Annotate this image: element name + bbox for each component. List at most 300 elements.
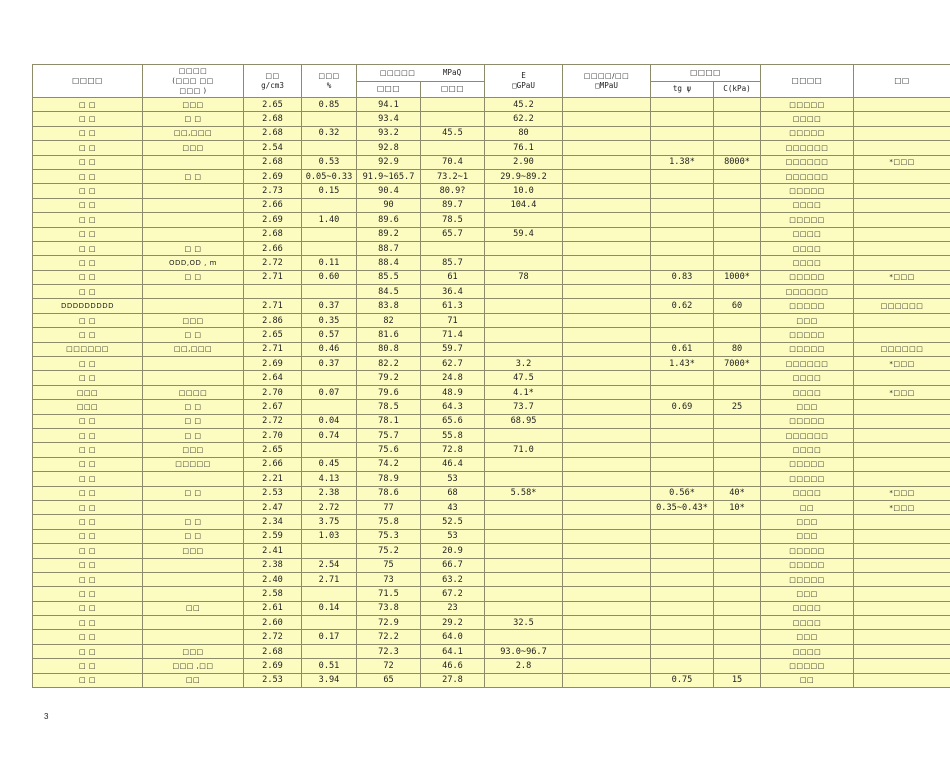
- table-cell: 64.1: [421, 644, 485, 658]
- table-cell: 29.9~89.2: [485, 169, 563, 183]
- table-cell: [651, 126, 714, 140]
- table-row: [33, 616, 950, 630]
- table-row: [33, 428, 950, 442]
- table-cell: [714, 587, 761, 601]
- header-source: □□□□: [761, 65, 854, 98]
- table-cell: □ □: [33, 472, 143, 486]
- table-row: [33, 169, 950, 183]
- table-cell: [563, 572, 651, 586]
- table-cell: [143, 213, 244, 227]
- table-cell: □□□□□: [761, 414, 854, 428]
- table-cell: 65.7: [421, 227, 485, 241]
- table-cell: □□□□□: [761, 184, 854, 198]
- table-cell: [714, 428, 761, 442]
- table-cell: 84.5: [357, 285, 421, 299]
- table-cell: [854, 141, 950, 155]
- table-cell: [563, 313, 651, 327]
- table-cell: [714, 328, 761, 342]
- table-cell: [563, 500, 651, 514]
- table-cell: 75.2: [357, 544, 421, 558]
- table-row: [33, 112, 950, 126]
- table-cell: [563, 587, 651, 601]
- header-ucs-unit: MPaQ: [442, 67, 462, 77]
- table-cell: [143, 198, 244, 212]
- table-cell: 93.2: [357, 126, 421, 140]
- table-cell: □□: [143, 601, 244, 615]
- table-cell: [485, 601, 563, 615]
- table-cell: [854, 601, 950, 615]
- table-cell: [854, 313, 950, 327]
- table-cell: [421, 112, 485, 126]
- table-cell: □ □: [33, 285, 143, 299]
- table-cell: □ □: [143, 400, 244, 414]
- table-cell: 90.4: [357, 184, 421, 198]
- table-cell: 47.5: [485, 371, 563, 385]
- table-cell: 10.0: [485, 184, 563, 198]
- table-cell: □ □: [33, 630, 143, 644]
- table-cell: [485, 328, 563, 342]
- table-cell: [651, 313, 714, 327]
- table-cell: 45.5: [421, 126, 485, 140]
- table-cell: 2.61: [244, 601, 302, 615]
- table-cell: *□□□: [854, 155, 950, 169]
- table-cell: 78: [485, 270, 563, 284]
- table-cell: □□□□□: [761, 572, 854, 586]
- table-cell: [714, 385, 761, 399]
- table-cell: □ □: [143, 515, 244, 529]
- table-cell: [563, 486, 651, 500]
- table-cell: [563, 558, 651, 572]
- table-cell: 0.53: [302, 155, 357, 169]
- table-cell: [563, 155, 651, 169]
- table-cell: □ □: [33, 428, 143, 442]
- table-row: [33, 213, 950, 227]
- table-cell: [302, 112, 357, 126]
- table-cell: 53: [421, 472, 485, 486]
- table-cell: [485, 256, 563, 270]
- table-row: [33, 558, 950, 572]
- table-row: [33, 342, 950, 356]
- table-cell: [143, 572, 244, 586]
- table-cell: [714, 184, 761, 198]
- table-cell: 93.4: [357, 112, 421, 126]
- page-number: 3: [44, 712, 49, 721]
- table-cell: 2.86: [244, 313, 302, 327]
- table-cell: □ □: [33, 486, 143, 500]
- table-cell: 29.2: [421, 616, 485, 630]
- table-cell: 2.66: [244, 457, 302, 471]
- header-ucs-label: □□□□□: [379, 68, 416, 77]
- table-cell: 80: [714, 342, 761, 356]
- table-cell: [421, 141, 485, 155]
- table-cell: 0.35: [302, 313, 357, 327]
- table-cell: □□,□□□: [143, 342, 244, 356]
- table-cell: 73.8: [357, 601, 421, 615]
- table-cell: 55.8: [421, 428, 485, 442]
- table-cell: [563, 601, 651, 615]
- table-cell: [143, 299, 244, 313]
- table-cell: 46.4: [421, 457, 485, 471]
- table-cell: [143, 371, 244, 385]
- table-cell: □ □: [143, 486, 244, 500]
- table-row: [33, 673, 950, 687]
- table-cell: 71.0: [485, 443, 563, 457]
- table-cell: [714, 112, 761, 126]
- table-row: [33, 299, 950, 313]
- table-cell: 1.43*: [651, 357, 714, 371]
- table-cell: 80.8: [357, 342, 421, 356]
- table-cell: □□□: [143, 644, 244, 658]
- header-category-mid: (□□□ □□: [172, 77, 214, 85]
- table-cell: □□□□□: [761, 342, 854, 356]
- table-cell: 73.7: [485, 400, 563, 414]
- table-cell: *□□□: [854, 486, 950, 500]
- table-cell: [485, 515, 563, 529]
- table-cell: 92.9: [357, 155, 421, 169]
- table-row: [33, 443, 950, 457]
- table-cell: [651, 529, 714, 543]
- table-cell: [854, 443, 950, 457]
- header-shear-sub1: tg ψ: [651, 81, 714, 98]
- table-cell: 0.05~0.33: [302, 169, 357, 183]
- table-cell: [563, 472, 651, 486]
- table-cell: 82.2: [357, 357, 421, 371]
- table-cell: □□□□: [761, 601, 854, 615]
- table-cell: [563, 616, 651, 630]
- table-cell: □ □: [33, 313, 143, 327]
- table-cell: 88.4: [357, 256, 421, 270]
- table-cell: [563, 371, 651, 385]
- table-cell: □□□: [761, 515, 854, 529]
- table-cell: 2.38: [244, 558, 302, 572]
- table-cell: [651, 141, 714, 155]
- table-cell: □□□□□: [761, 472, 854, 486]
- table-cell: 4.1*: [485, 385, 563, 399]
- table-cell: [651, 601, 714, 615]
- table-cell: [854, 414, 950, 428]
- table-cell: 2.8: [485, 659, 563, 673]
- table-cell: 77: [357, 500, 421, 514]
- table-cell: 0.46: [302, 342, 357, 356]
- table-cell: [563, 256, 651, 270]
- header-density-label: □□: [265, 72, 280, 80]
- table-cell: □□□□: [761, 644, 854, 658]
- table-cell: [485, 500, 563, 514]
- table-cell: [485, 299, 563, 313]
- table-cell: 2.68: [244, 155, 302, 169]
- table-cell: 2.47: [244, 500, 302, 514]
- table-cell: [563, 328, 651, 342]
- table-cell: 2.40: [244, 572, 302, 586]
- table-cell: 2.67: [244, 400, 302, 414]
- table-cell: [485, 529, 563, 543]
- table-cell: *□□□: [854, 357, 950, 371]
- table-cell: 83.8: [357, 299, 421, 313]
- table-cell: □ □: [33, 227, 143, 241]
- table-cell: [714, 141, 761, 155]
- table-cell: [485, 342, 563, 356]
- table-cell: 2.68: [244, 227, 302, 241]
- table-cell: 61.3: [421, 299, 485, 313]
- table-cell: 73.2~1: [421, 169, 485, 183]
- table-cell: □ □: [143, 529, 244, 543]
- table-cell: [563, 428, 651, 442]
- table-cell: 1.40: [302, 213, 357, 227]
- table-cell: [714, 457, 761, 471]
- table-cell: [651, 112, 714, 126]
- table-cell: □□□□□□: [854, 299, 950, 313]
- table-cell: [143, 630, 244, 644]
- table-cell: [854, 400, 950, 414]
- table-cell: [854, 529, 950, 543]
- table-cell: ODD,OD , m: [143, 256, 244, 270]
- table-cell: [651, 616, 714, 630]
- table-cell: [563, 357, 651, 371]
- table-cell: [143, 285, 244, 299]
- table-cell: 2.58: [244, 587, 302, 601]
- table-cell: [302, 227, 357, 241]
- table-cell: [651, 241, 714, 255]
- table-cell: [854, 659, 950, 673]
- table-cell: □□□□□□: [761, 285, 854, 299]
- table-cell: [302, 371, 357, 385]
- header-note: □□: [854, 65, 950, 98]
- table-cell: [854, 644, 950, 658]
- table-cell: [485, 285, 563, 299]
- table-cell: 89.6: [357, 213, 421, 227]
- table-cell: □□,□□□: [143, 126, 244, 140]
- table-cell: [714, 371, 761, 385]
- table-cell: 85.5: [357, 270, 421, 284]
- table-cell: 0.61: [651, 342, 714, 356]
- table-cell: [714, 659, 761, 673]
- table-cell: [485, 213, 563, 227]
- table-row: [33, 529, 950, 543]
- table-cell: □□□□□: [761, 98, 854, 112]
- table-cell: [854, 630, 950, 644]
- table-cell: □□□: [761, 529, 854, 543]
- table-cell: 72.2: [357, 630, 421, 644]
- table-row: [33, 256, 950, 270]
- table-cell: 25: [714, 400, 761, 414]
- table-cell: [854, 112, 950, 126]
- table-row: [33, 385, 950, 399]
- table-cell: 72: [357, 659, 421, 673]
- table-cell: [485, 428, 563, 442]
- table-cell: [651, 558, 714, 572]
- table-cell: 2.53: [244, 673, 302, 687]
- table-cell: DDDDDDDDD: [33, 299, 143, 313]
- header-density: [244, 65, 302, 98]
- table-cell: [714, 443, 761, 457]
- table-cell: 0.15: [302, 184, 357, 198]
- table-cell: 0.45: [302, 457, 357, 471]
- table-cell: 2.72: [244, 630, 302, 644]
- table-cell: 7000*: [714, 357, 761, 371]
- table-cell: 74.2: [357, 457, 421, 471]
- table-cell: 0.51: [302, 659, 357, 673]
- table-cell: [563, 241, 651, 255]
- table-cell: 0.60: [302, 270, 357, 284]
- table-cell: [563, 198, 651, 212]
- table-cell: [854, 457, 950, 471]
- table-cell: [143, 357, 244, 371]
- header-category-top: □□□□: [178, 67, 208, 75]
- table-cell: [563, 213, 651, 227]
- table-row: [33, 285, 950, 299]
- table-cell: 2.68: [244, 126, 302, 140]
- table-cell: [563, 299, 651, 313]
- table-cell: [563, 342, 651, 356]
- table-cell: □□□□□: [761, 270, 854, 284]
- table-cell: [302, 616, 357, 630]
- table-cell: □□□□□: [761, 457, 854, 471]
- table-cell: □ □: [33, 371, 143, 385]
- table-cell: 2.71: [302, 572, 357, 586]
- table-cell: □□□: [143, 313, 244, 327]
- table-cell: [302, 544, 357, 558]
- header-porosity-unit: %: [326, 81, 332, 90]
- table-cell: □□□□□: [761, 544, 854, 558]
- table-row: [33, 98, 950, 112]
- table-cell: [854, 616, 950, 630]
- table-cell: [421, 241, 485, 255]
- table-cell: 24.8: [421, 371, 485, 385]
- table-cell: □ □: [143, 414, 244, 428]
- table-cell: □□□: [143, 98, 244, 112]
- table-cell: 64.0: [421, 630, 485, 644]
- table-cell: [563, 98, 651, 112]
- table-cell: 78.5: [357, 400, 421, 414]
- table-cell: 72.9: [357, 616, 421, 630]
- table-cell: 27.8: [421, 673, 485, 687]
- table-cell: [651, 285, 714, 299]
- header-tensile-unit: □MPaU: [595, 81, 618, 90]
- table-cell: [143, 500, 244, 514]
- table-cell: [563, 184, 651, 198]
- table-row: [33, 659, 950, 673]
- table-cell: 91.9~165.7: [357, 169, 421, 183]
- table-cell: [714, 241, 761, 255]
- table-header: [33, 65, 950, 98]
- table-cell: 71.4: [421, 328, 485, 342]
- table-cell: □□□□□: [761, 299, 854, 313]
- table-cell: □□□□: [143, 385, 244, 399]
- table-cell: 2.69: [244, 659, 302, 673]
- header-shear: □□□□: [651, 65, 761, 82]
- table-cell: 78.6: [357, 486, 421, 500]
- table-cell: 48.9: [421, 385, 485, 399]
- table-cell: [563, 673, 651, 687]
- table-cell: *□□□: [854, 385, 950, 399]
- table-cell: □ □: [143, 428, 244, 442]
- table-row: [33, 472, 950, 486]
- table-cell: [563, 141, 651, 155]
- table-cell: 0.32: [302, 126, 357, 140]
- table-cell: 70.4: [421, 155, 485, 169]
- table-cell: 1000*: [714, 270, 761, 284]
- table-cell: [651, 659, 714, 673]
- table-cell: [714, 515, 761, 529]
- table-cell: □□□: [143, 141, 244, 155]
- table-cell: □ □: [143, 270, 244, 284]
- rock-properties-table: [32, 64, 950, 688]
- table-cell: [854, 198, 950, 212]
- table-cell: 2.65: [244, 443, 302, 457]
- table-cell: *□□□: [854, 270, 950, 284]
- table-cell: [651, 169, 714, 183]
- table-cell: □□□□: [761, 256, 854, 270]
- table-cell: [143, 472, 244, 486]
- table-cell: □□□□: [761, 385, 854, 399]
- table-cell: [485, 544, 563, 558]
- table-cell: [563, 544, 651, 558]
- table-cell: 2.69: [244, 169, 302, 183]
- table-cell: 2.73: [244, 184, 302, 198]
- table-row: [33, 644, 950, 658]
- table-cell: 89.2: [357, 227, 421, 241]
- table-cell: [563, 126, 651, 140]
- table-row: [33, 184, 950, 198]
- header-ucs: [357, 65, 485, 82]
- header-category-bot: □□□ ): [179, 87, 207, 95]
- table-cell: □ □: [33, 270, 143, 284]
- table-cell: [651, 371, 714, 385]
- table-cell: [485, 587, 563, 601]
- table-cell: [563, 400, 651, 414]
- table-cell: 73: [357, 572, 421, 586]
- table-row: [33, 270, 950, 284]
- table-cell: 2.69: [244, 357, 302, 371]
- table-cell: 64.3: [421, 400, 485, 414]
- table-cell: 36.4: [421, 285, 485, 299]
- table-cell: □□□□: [761, 616, 854, 630]
- table-cell: [563, 270, 651, 284]
- table-cell: 45.2: [485, 98, 563, 112]
- table-cell: [302, 443, 357, 457]
- table-cell: 60: [714, 299, 761, 313]
- table-cell: 32.5: [485, 616, 563, 630]
- table-body: [33, 98, 950, 688]
- table-cell: □□□□: [761, 112, 854, 126]
- table-cell: [563, 169, 651, 183]
- table-cell: □ □: [33, 644, 143, 658]
- table-cell: □ □: [143, 112, 244, 126]
- table-cell: [854, 184, 950, 198]
- table-cell: □ □: [33, 659, 143, 673]
- table-row: [33, 328, 950, 342]
- table-row: [33, 630, 950, 644]
- table-cell: 53: [421, 529, 485, 543]
- table-cell: [563, 457, 651, 471]
- table-cell: [714, 414, 761, 428]
- header-modulus: [485, 65, 563, 98]
- table-cell: 15: [714, 673, 761, 687]
- table-cell: 89.7: [421, 198, 485, 212]
- table-cell: [485, 572, 563, 586]
- table-cell: □□□□: [761, 371, 854, 385]
- table-cell: 0.75: [651, 673, 714, 687]
- table-cell: 3.75: [302, 515, 357, 529]
- table-cell: [854, 673, 950, 687]
- table-cell: 93.0~96.7: [485, 644, 563, 658]
- table-cell: 0.85: [302, 98, 357, 112]
- table-cell: [714, 98, 761, 112]
- table-row: [33, 126, 950, 140]
- header-modulus-unit: □GPaU: [512, 81, 535, 90]
- table-cell: 68: [421, 486, 485, 500]
- table-cell: [651, 414, 714, 428]
